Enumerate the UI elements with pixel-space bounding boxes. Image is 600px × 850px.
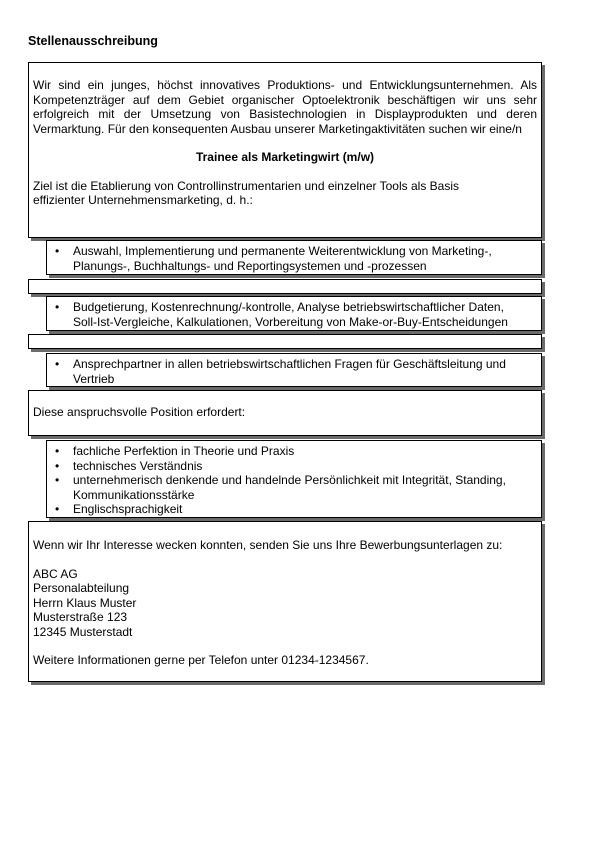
spacer-box (28, 279, 542, 294)
goal-text (33, 179, 537, 208)
list-item (51, 244, 537, 273)
list-item (51, 357, 537, 386)
requirement-line: unternehmerisch denkende und handelnde Persönlichkeit mit Integrität, Standing, (73, 473, 506, 487)
street: Musterstraße 123 (33, 610, 128, 624)
list-item (51, 300, 537, 329)
contact-person: Herrn Klaus Muster (33, 595, 137, 610)
intro-section (28, 62, 542, 238)
requirements-list (46, 440, 542, 518)
task-list-3 (46, 353, 542, 387)
goal-line-2: effizienter Unternehmensmarketing, d. h.: (33, 193, 253, 207)
address-block (33, 567, 537, 640)
page-title: Stellenausschreibung (28, 34, 158, 48)
requirement-line: fachliche Perfektion in Theorie und Praxis (73, 444, 295, 458)
goal-line-1: Ziel ist die Etablierung von Controllinstrumentarien und einzelner Tools als Basis (33, 178, 459, 193)
requirement-line: technisches Verständnis (73, 458, 203, 473)
city: 12345 Musterstadt (33, 624, 133, 639)
list-item (51, 444, 537, 459)
requirement-line: Kommunikationsstärke (73, 487, 195, 502)
task-line: Budgetierung, Kostenrechnung/-kontrolle, Analyse betriebswirtschaftlicher Daten, (73, 300, 504, 314)
task-line: Planungs-, Buchhaltungs- und Reportingsystemen und -prozessen (73, 258, 427, 273)
task-list-2 (46, 296, 542, 331)
department: Personalabteilung (33, 581, 130, 595)
task-line: Vertrieb (73, 371, 115, 386)
spacer-box (28, 334, 542, 349)
task-line: Auswahl, Implementierung und permanente Weiterentwicklung von Marketing-, (73, 244, 492, 258)
task-line: Ansprechpartner in allen betriebswirtschaftlichen Fragen für Geschäftsleitung und (73, 357, 506, 371)
task-list-1 (46, 240, 542, 275)
list-item (51, 502, 537, 517)
requirements-intro-text: Diese anspruchsvolle Position erfordert: (33, 405, 246, 419)
contact-footer: Weitere Informationen gerne per Telefon unter 01234-1234567. (33, 653, 369, 667)
job-title: Trainee als Marketingwirt (m/w) (195, 150, 375, 164)
company-name: ABC AG (33, 566, 78, 581)
requirements-intro (28, 390, 542, 436)
contact-intro: Wenn wir Ihr Interesse wecken konnten, senden Sie uns Ihre Bewerbungsunterlagen zu: (33, 538, 503, 552)
requirement-line: Englischsprachigkeit (73, 502, 183, 516)
list-item (51, 473, 537, 502)
list-item (51, 459, 537, 474)
contact-section (28, 521, 542, 682)
task-line: Soll-Ist-Vergleiche, Kalkulationen, Vorbereitung von Make-or-Buy-Entscheidungen (73, 314, 508, 329)
intro-paragraph: Wir sind ein junges, höchst innovatives Produktions- und Entwicklungsunternehmen. Als Kompetenzträger auf dem Gebiet organischer Optoelektronik beschäftigen wir uns sehr erfolgreich mit der Umsetzung von Basistechnologien in Displayprodukten und deren Vermarktung. Für den konsequenten Ausbau unserer Marketingaktivitäten suchen wir eine/n (33, 78, 537, 136)
